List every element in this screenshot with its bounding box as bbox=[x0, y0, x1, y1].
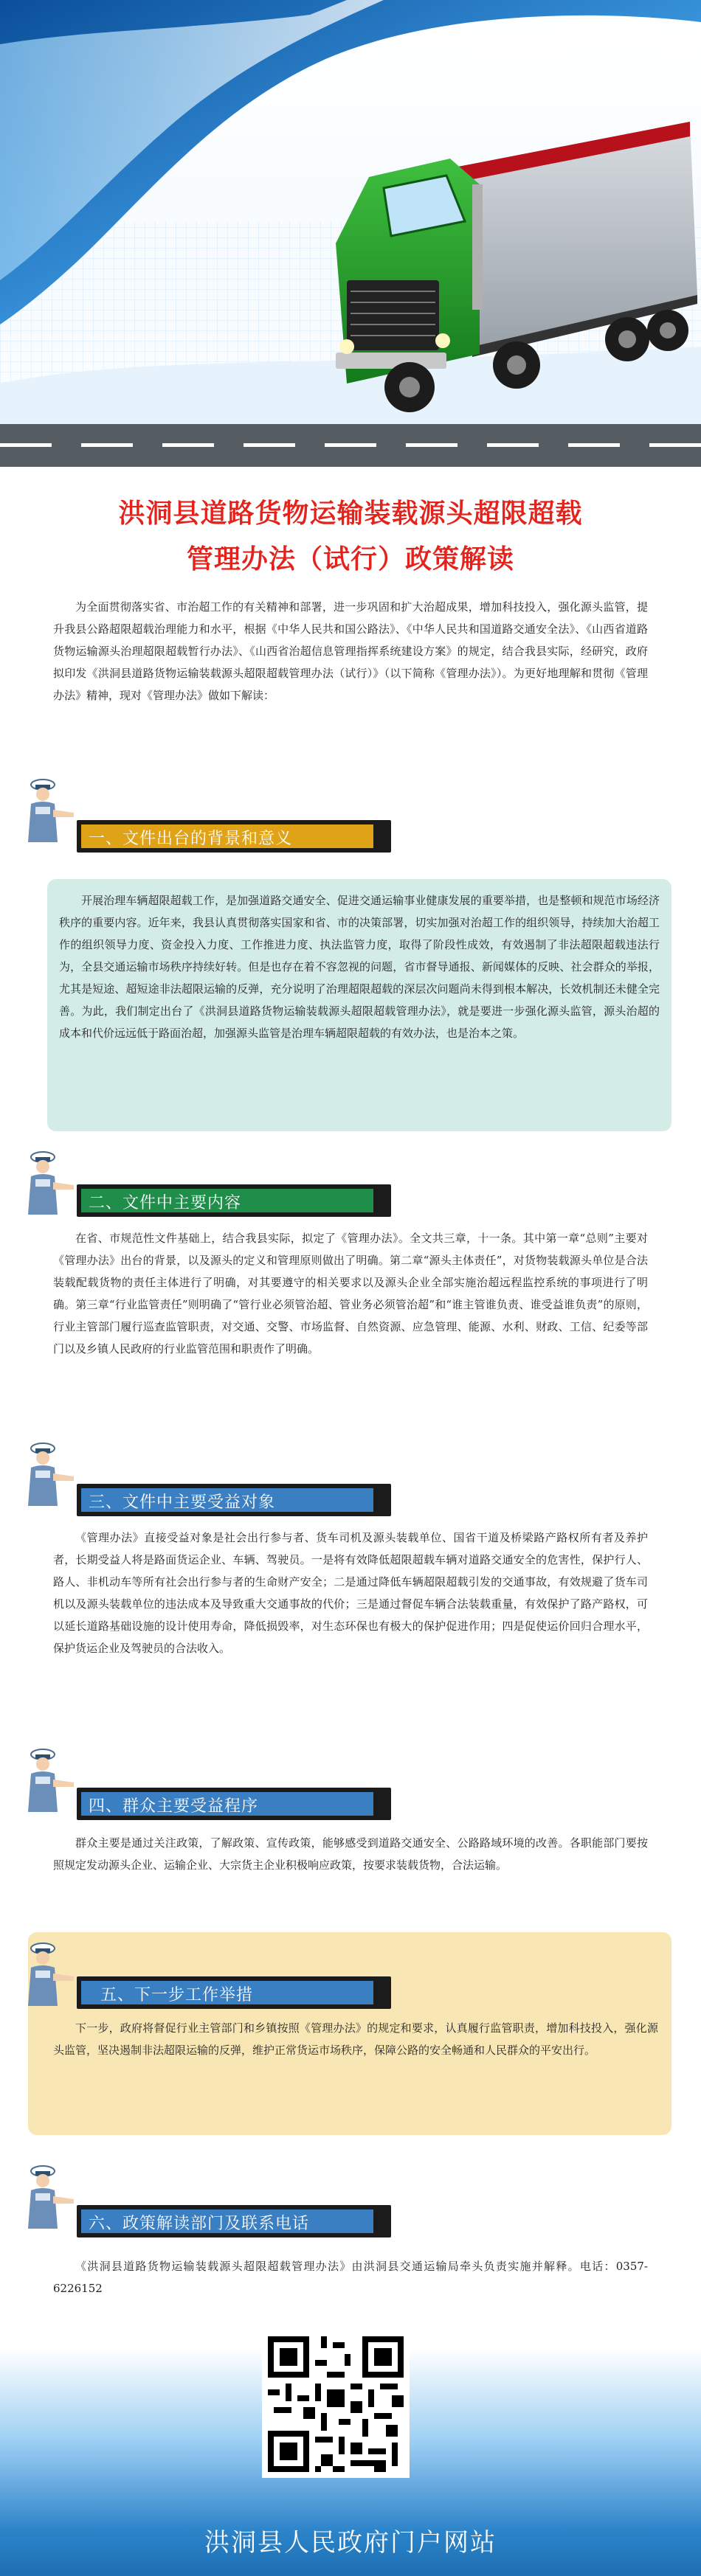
traffic-officer-icon bbox=[22, 1147, 77, 1221]
section-6-title: 六、政策解读部门及联系电话 bbox=[89, 2215, 310, 2233]
page-title-line2: 管理办法（试行）政策解读 bbox=[186, 544, 514, 574]
section-4-body: 群众主要是通过关注政策，了解政策、宣传政策，能够感受到道路交通安全、公路路域环境的改善。各职能部门要按照规定发动源头企业、运输企业、大宗货主企业积极响应政策，按要求装载货物，合法运输。 bbox=[53, 1836, 648, 1872]
hero-banner bbox=[0, 0, 701, 472]
section-5-bar bbox=[81, 1981, 373, 2004]
traffic-officer-icon bbox=[22, 774, 77, 848]
section-1-bar bbox=[81, 824, 373, 848]
section-1-box bbox=[47, 879, 671, 1131]
page-title-line1: 洪洞县道路货物运输装载源头超限超载 bbox=[118, 498, 583, 529]
qr-code-icon bbox=[262, 2330, 410, 2478]
section-4-header bbox=[77, 1788, 391, 1820]
section-1-title: 一、文件出台的背景和意义 bbox=[89, 830, 293, 848]
section-6-header bbox=[77, 2205, 391, 2237]
traffic-officer-icon bbox=[22, 2161, 77, 2235]
footer-caption: 洪洞县人民政府门户网站 bbox=[204, 2528, 497, 2558]
section-3-bar bbox=[81, 1488, 373, 1512]
section-4-bar bbox=[81, 1792, 373, 1816]
section-2-title: 二、文件中主要内容 bbox=[89, 1194, 242, 1212]
traffic-officer-icon bbox=[22, 1938, 77, 2012]
section-5-title: 五、下一步工作举措 bbox=[100, 1986, 254, 2004]
section-3-title: 三、文件中主要受益对象 bbox=[89, 1493, 276, 1512]
road-marking bbox=[0, 443, 701, 447]
traffic-officer-icon bbox=[22, 1438, 77, 1512]
section-2-bar bbox=[81, 1189, 373, 1212]
section-4-title: 四、群众主要受益程序 bbox=[89, 1797, 259, 1816]
section-2-header bbox=[77, 1184, 391, 1217]
section-1-header bbox=[77, 820, 391, 853]
hero-graphic bbox=[0, 0, 701, 472]
traffic-officer-icon bbox=[22, 1744, 77, 1818]
section-2-body: 在省、市规范性文件基础上，结合我县实际，拟定了《管理办法》。全文共三章，十一条。其中第一章“总则”主要对《管理办法》出台的背景，以及源头的定义和管理原则做出了明确。第二章“源头主体责任”，对货物装载源头单位是合法装载配载货物的责任主体进行了明确，对其要遵守的相关要求以及源头企业全部实施治超远程监控系统的事项进行了明确。第三章“行业监管责任”则明确了“管行业必须管治超、管业务必须管治超”和“谁主管谁负责、谁受益谁负责”的原则，行业主管部门履行巡查监管职责，对交通、交警、市场监督、自然资源、应急管理、能源、水利、财政、工信、纪委等部门以及乡镇人民政府的行业监管范围和职责作了明确。 bbox=[53, 1232, 648, 1355]
section-5-body: 下一步，政府将督促行业主管部门和乡镇按照《管理办法》的规定和要求，认真履行监管职责，增加科技投入，强化源头监管，坚决遏制非法超限运输的反弹，维护正常货运市场秩序，保障公路的安全畅通和人民群众的平安出行。 bbox=[53, 2021, 658, 2057]
section-3-body: 《管理办法》直接受益对象是社会出行参与者、货车司机及源头装载单位、国省干道及桥梁路产路权所有者及养护者，长期受益人将是路面货运企业、车辆、驾驶员。一是将有效降低超限超载车辆对道路交通安全的危害性，保护行人、路人、非机动车等所有社会出行参与者的生命财产安全；二是通过降低车辆超限超载引发的交通事故，有效规避了货车司机以及源头装载单位的违法成本及导致重大交通事故的代价；三是通过督促车辆合法装载重量，有效保护了路产路权，可以延长道路基础设施的设计使用寿命，降低损毁率，对生态环保也有极大的保护促进作用；四是促使运价回归合理水平，保护货运企业及驾驶员的合法收入。 bbox=[53, 1531, 648, 1655]
intro-paragraph: 为全面贯彻落实省、市治超工作的有关精神和部署，进一步巩固和扩大治超成果，增加科技投入，强化源头监管，提升我县公路超限超载治理能力和水平，根据《中华人民共和国公路法》、《中华人民共和国道路交通安全法》、《山西省道路货物运输源头治理超限超载暂行办法》、《山西省治超信息管理指挥系统建设方案》的规定，结合我县实际，经研究，政府拟印发《洪洞县道路货物运输装载源头超限超载管理办法（试行）》（以下简称《管理办法》）。为更好地理解和贯彻《管理办法》精神，现对《管理办法》做如下解读： bbox=[53, 600, 648, 702]
section-3-header bbox=[77, 1484, 391, 1516]
section-6-bar bbox=[81, 2209, 373, 2233]
section-5-header bbox=[77, 1976, 391, 2009]
section-1-body: 开展治理车辆超限超载工作，是加强道路交通安全、促进交通运输事业健康发展的重要举措，也是整顿和规范市场经济秩序的重要内容。近年来，我县认真贯彻落实国家和省、市的决策部署，切实加强对治超工作的组织领导，持续加大治超工作的组织领导力度、资金投入力度、工作推进力度、执法监管力度，取得了阶段性成效，有效遏制了非法超限超载违法行为，全县交通运输市场秩序持续好转。但是也存在着不容忽视的问题，省市督导通报、新闻媒体的反映、社会群众的举报，尤其是短途、超短途非法超限运输的反弹，充分说明了治理超限超载的深层次问题尚未得到根本解决，长效机制还未健全完善。为此，我们制定出台了《洪洞县道路货物运输装载源头超限超载管理办法》，就是要进一步强化源头监管，源头治超的成本和代价远远低于路面治超，加强源头监管是治理车辆超限超载的有效办法，也是治本之策。 bbox=[59, 894, 660, 1040]
section-6-body: 《洪洞县道路货物运输装载源头超限超载管理办法》由洪洞县交通运输局牵头负责实施并解释。电话：0357-6226152 bbox=[53, 2260, 648, 2295]
